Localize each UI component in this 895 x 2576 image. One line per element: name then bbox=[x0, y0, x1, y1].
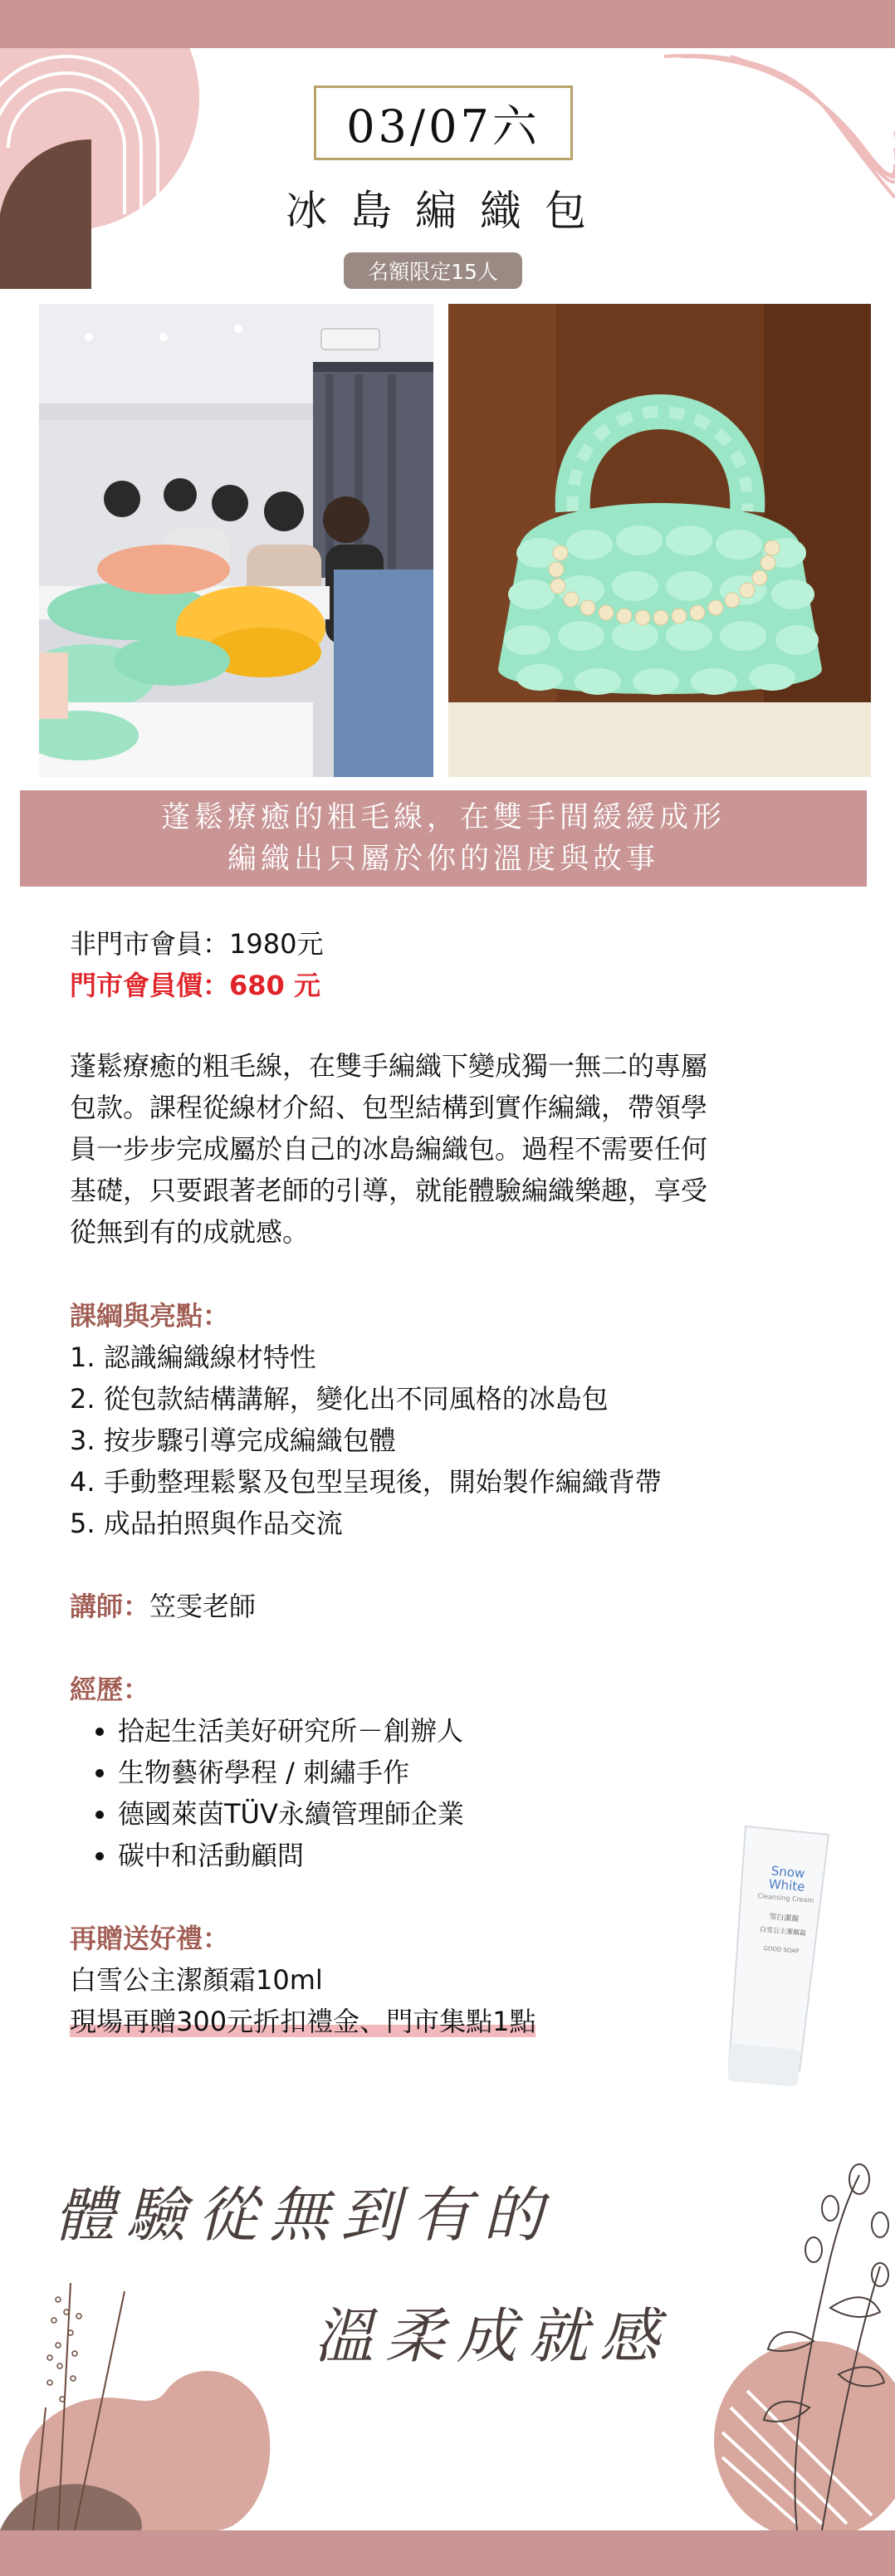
teacher-name: 笠雯老師 bbox=[149, 1591, 257, 1622]
outline-item: 4. 手動整理鬆緊及包型呈現後，開始製作編織背帶 bbox=[70, 1466, 662, 1498]
teacher-section bbox=[70, 1586, 850, 1627]
tagline-line-1: 蓬鬆療癒的粗毛線，在雙手間緩緩成形 bbox=[160, 801, 726, 834]
class-photo bbox=[39, 304, 433, 777]
course-title: 冰島編織包 bbox=[286, 187, 609, 235]
pricing-section bbox=[70, 923, 850, 1006]
tube-cn-line: 雪白潔顏 bbox=[768, 1913, 800, 1924]
gift-heading: 再贈送好禮： bbox=[70, 1923, 230, 1954]
bottom-band bbox=[0, 2530, 895, 2576]
outline-item: 1. 認識編織線材特性 bbox=[70, 1342, 316, 1373]
experience-item: • 拾起生活美好研究所－創辦人 bbox=[118, 1710, 850, 1752]
experience-item: • 生物藝術學程 / 刺繡手作 bbox=[118, 1752, 850, 1793]
top-band bbox=[0, 0, 895, 48]
outline-item: 2. 從包款結構講解，變化出不同風格的冰島包 bbox=[70, 1383, 609, 1415]
tube-maker: GOOD SOAP bbox=[763, 1944, 800, 1955]
gift-bonus: 現場再贈300元折扣禮金、門市集點1點 bbox=[70, 2006, 536, 2037]
bottom-left-decoration bbox=[0, 2266, 282, 2530]
outline-item: 5. 成品拍照與作品交流 bbox=[70, 1508, 343, 1539]
tagline-banner bbox=[20, 790, 867, 887]
tube-cn-line: 白雪公主潔顏霜 bbox=[759, 1925, 807, 1938]
course-description bbox=[70, 1045, 850, 1253]
tube-brand-line: Snow bbox=[770, 1863, 806, 1881]
outline-item: 3. 按步驟引導完成編織包體 bbox=[70, 1425, 396, 1456]
event-date: 03/07六 bbox=[314, 86, 573, 160]
slogan-line-1: 體驗從無到有的 bbox=[55, 2180, 555, 2250]
experience-item: • 德國萊茵TÜV永續管理師企業 bbox=[118, 1793, 850, 1835]
description-line: 員一步步完成屬於自己的冰島編織包。過程不需要任何 bbox=[70, 1133, 708, 1165]
bag-photo bbox=[448, 304, 871, 777]
description-line: 從無到有的成就感。 bbox=[70, 1216, 310, 1248]
gift-item: 白雪公主潔顏霜10ml bbox=[70, 1964, 323, 1996]
member-price: 門市會員價：680 元 bbox=[70, 970, 320, 1001]
quota-badge: 名額限定15人 bbox=[344, 252, 522, 289]
tube-brand-line: White bbox=[768, 1876, 806, 1894]
description-line: 包款。課程從線材介紹、包型結構到實作編織，帶領學 bbox=[70, 1092, 708, 1123]
non-member-price: 非門市會員：1980元 bbox=[70, 928, 324, 960]
outline-section bbox=[70, 1295, 850, 1544]
experience-heading: 經歷： bbox=[70, 1674, 150, 1705]
description-line: 基礎，只要跟著老師的引導，就能體驗編織樂趣，享受 bbox=[70, 1175, 708, 1206]
cleansing-cream-tube bbox=[712, 1822, 837, 2088]
tube-subtitle: Cleansing Cream bbox=[757, 1892, 814, 1905]
experience-item: • 碳中和活動顧問 bbox=[118, 1835, 850, 1876]
tagline-line-2: 編織出只屬於你的溫度與故事 bbox=[227, 843, 659, 876]
slogan-line-2: 溫柔成就感 bbox=[314, 2301, 672, 2371]
description-line: 蓬鬆療癒的粗毛線，在雙手編織下變成獨一無二的專屬 bbox=[70, 1050, 708, 1082]
top-left-decoration bbox=[0, 48, 199, 289]
teacher-label: 講師： bbox=[70, 1591, 150, 1622]
outline-heading: 課綱與亮點： bbox=[70, 1300, 230, 1332]
